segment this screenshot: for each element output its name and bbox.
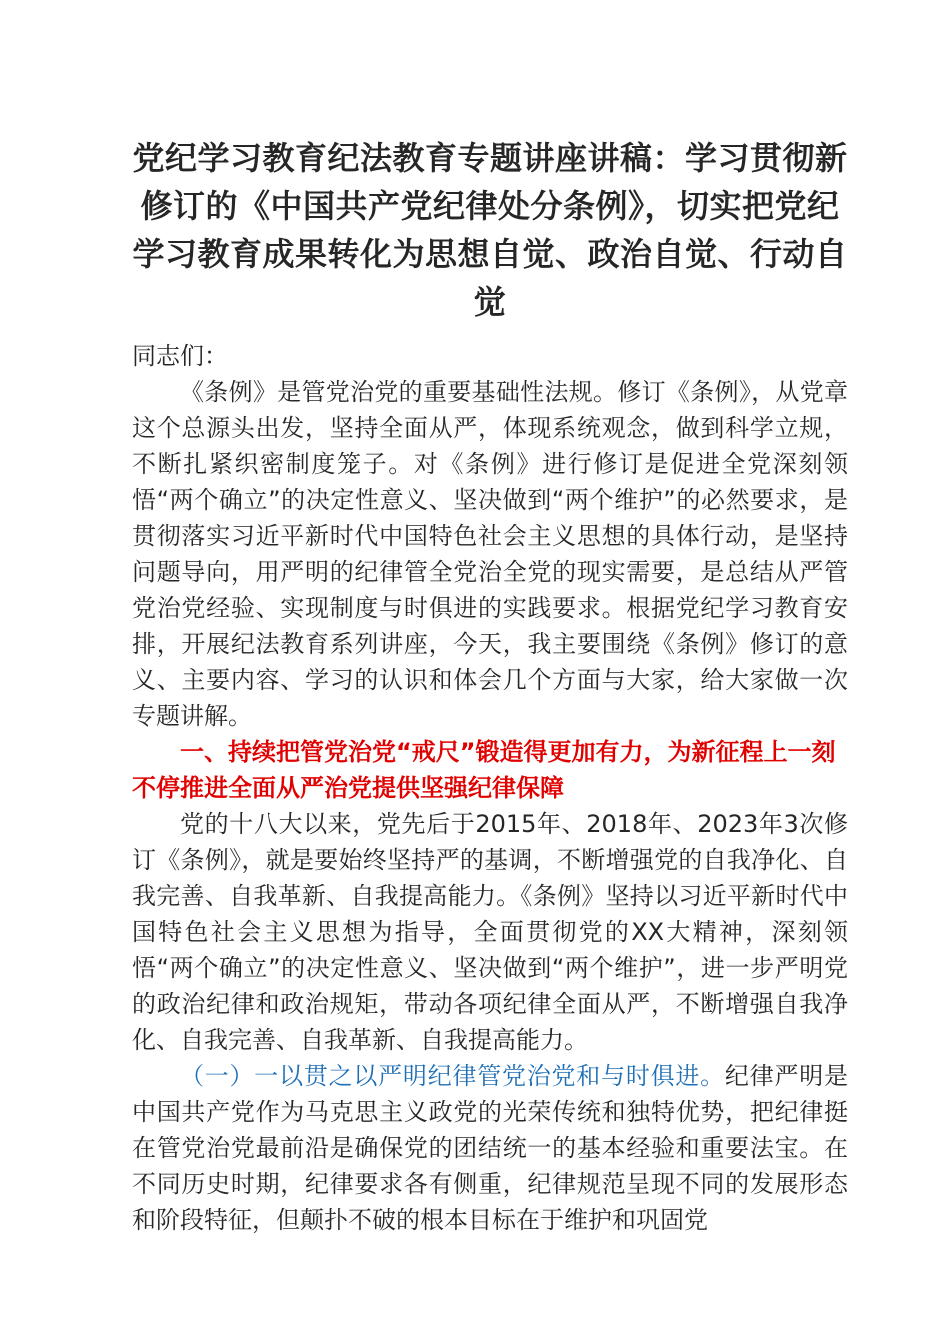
- salutation: 同志们：: [132, 342, 228, 370]
- section-1-paragraph: 党的十八大以来，党先后于2015年、2018年、2023年3次修订《条例》，就是要始终坚持严的基调，不断增强党的自我净化、自我完善、自我革新、自我提高能力。《条例》坚持以习近平新时代中国特色社会主义思想为指导，全面贯彻党的XX大精神，深刻领悟“两个确立”的决定性意义、坚决做到“两个维护”，进一步严明党的政治纪律和政治规矩，带动各项纪律全面从严，不断增强自我净化、自我完善、自我革新、自我提高能力。: [132, 810, 848, 1054]
- document-page: [132, 134, 848, 1238]
- intro-paragraph: 《条例》是管党治党的重要基础性法规。修订《条例》，从党章这个总源头出发，坚持全面从严，体现系统观念，做到科学立规，不断扎紧织密制度笼子。对《条例》进行修订是促进全党深刻领悟“两个确立”的决定性意义、坚决做到“两个维护”的必然要求，是贯彻落实习近平新时代中国特色社会主义思想的具体行动，是坚持问题导向，用严明的纪律管全党治全党的现实需要，是总结从严管党治党经验、实现制度与时俱进的实践要求。根据党纪学习教育安排，开展纪法教育系列讲座，今天，我主要围绕《条例》修订的意义、主要内容、学习的认识和体会几个方面与大家，给大家做一次专题讲解。: [132, 378, 848, 730]
- subsection-1-text: 纪律严明是中国共产党作为马克思主义政党的光荣传统和独特优势，把纪律挺在管党治党最前沿是确保党的团结统一的基本经验和重要法宝。在不同历史时期，纪律要求各有侧重，纪律规范呈现不同的发展形态和阶段特征，但颠扑不破的根本目标在于维护和巩固党: [132, 1062, 848, 1234]
- document-title: 党纪学习教育纪法教育专题讲座讲稿：学习贯彻新修订的《中国共产党纪律处分条例》，切实把党纪学习教育成果转化为思想自觉、政治自觉、行动自觉: [132, 139, 848, 321]
- subsection-1-paragraph: [132, 1058, 848, 1238]
- subsection-1-heading: （一）一以贯之以严明纪律管党治党和与时俱进。: [180, 1062, 725, 1090]
- section-1-heading: 一、持续把管党治党“戒尺”锻造得更加有力，为新征程上一刻不停推进全面从严治党提供坚强纪律保障: [132, 738, 836, 802]
